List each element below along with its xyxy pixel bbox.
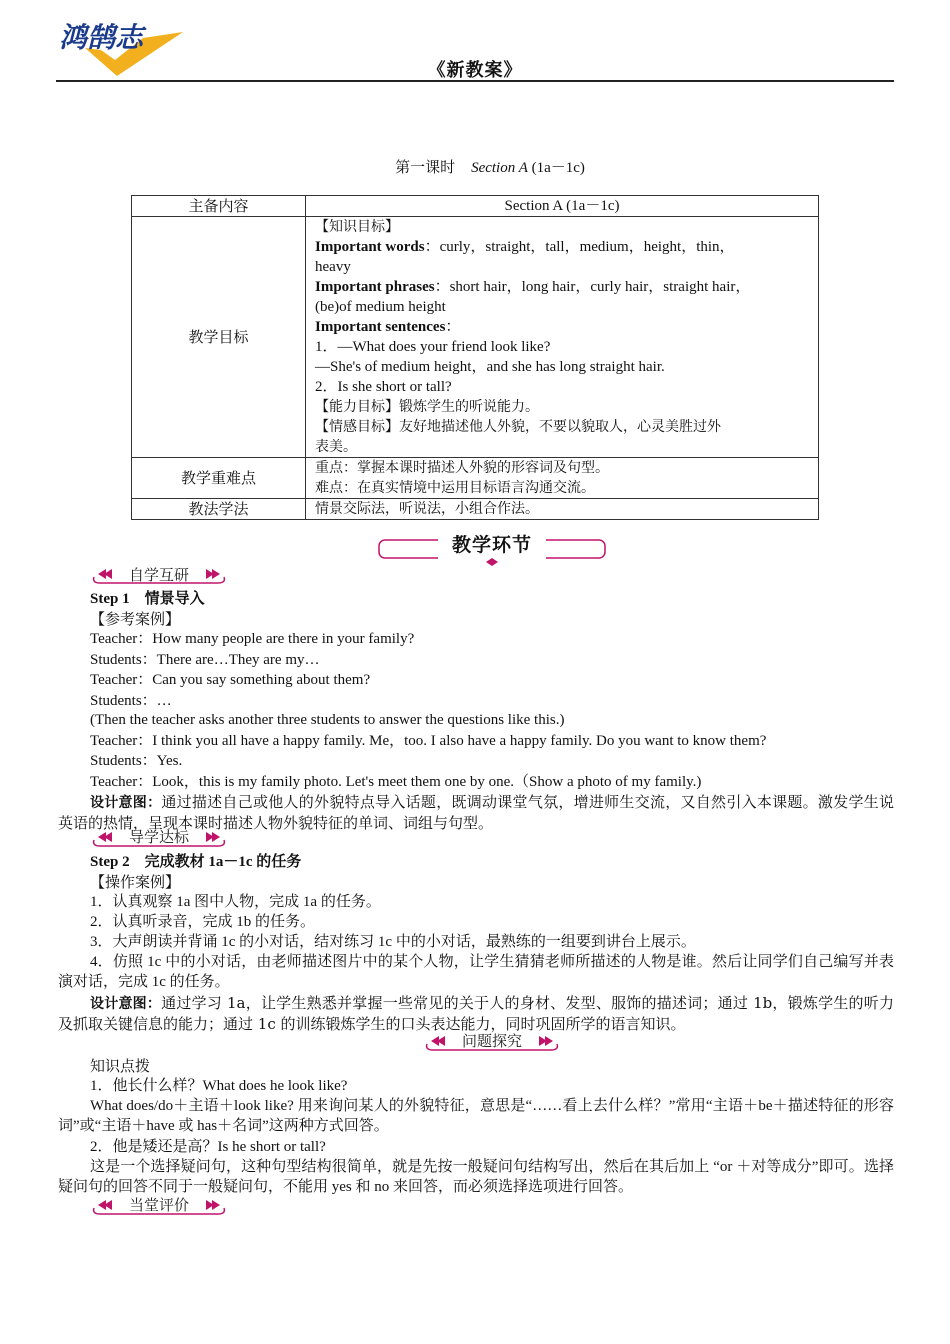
knowledge-para-2: 这是一个选择疑问句，这种句型结构很简单，就是先按一般疑问句结构写出，然后在其后加上 “or ＋对等成分”即可。选择疑问句的回答不同于一般疑问句，不能用 yes 和 no 来回答，而必须选择选项进行回答。 <box>58 1159 894 1195</box>
emotion-text: 友好地描述他人外貌，不要以貌取人，心灵美胜过外 <box>399 419 721 435</box>
knowledge-item-1: 1．他长什么样？What does he look like? <box>90 1078 348 1094</box>
step2-case: 【操作案例】 <box>90 873 181 891</box>
task-line: 2．认真听录音，完成 1b 的任务。 <box>90 914 316 930</box>
ability-text: 锻炼学生的听说能力。 <box>399 399 539 415</box>
book-title: 《新教案》 <box>427 60 523 80</box>
logo-text: 鸿鹄志 <box>59 21 144 54</box>
design-text: 通过描述自己或他人的外貌特点导入话题，既调动课堂气氛，增进师生交流，又自然引入本课题。激发学生说英语的热情，呈现本课时描述人物外貌特征的单词、词组与句型。 <box>58 793 895 832</box>
table-row <box>132 499 819 520</box>
knowledge-para-1: What does/do＋主语＋look like? 用来询问某人的外貌特征，意思是“……看上去什么样？”常用“主语＋be＋描述特征的形容词”或“主语＋have 或 has＋名词”这两种方式回答。 <box>58 1098 894 1134</box>
step2-title <box>90 852 301 872</box>
tag-label: 导学达标 <box>128 828 189 846</box>
tag-label: 当堂评价 <box>128 1196 189 1214</box>
difficulty-tag: 难点： <box>315 480 357 496</box>
dialogue-line: Teacher：Look，this is my family photo. Let's meet them one by one.（Show a photo of my family.) <box>90 774 702 790</box>
step1-title-text: Step 1 情景导入 <box>90 591 205 607</box>
phrases-label: Important phrases <box>315 279 435 295</box>
objectives-cell <box>306 217 819 458</box>
table-label: 教法学法 <box>132 499 306 520</box>
key-text: 掌握本课时描述人外貌的形容词及句型。 <box>357 460 609 476</box>
sentence-2: 2．Is she short or tall? <box>315 379 452 395</box>
design-text: 通过学习 1a，让学生熟悉并掌握一些常见的关于人的身材、发型、服饰的描述词；通过 1b，锻炼学生的听力及抓取关键信息的能力；通过 1c 的训练锻炼学生的口头表达能力，同时巩固所学的语言知识。 <box>58 994 894 1033</box>
words-cont: heavy <box>315 259 351 275</box>
task-line: 3．大声朗读并背诵 1c 的小对话，结对练习 1c 中的小对话，最熟练的一组要到讲台上展示。 <box>90 934 696 950</box>
dialogue-line: Students：Yes. <box>90 753 183 769</box>
table-label: 教学重难点 <box>132 458 306 499</box>
words-label: Important words <box>315 239 425 255</box>
table-value: Section A (1a－1c) <box>306 196 819 217</box>
dialogue-line: Students：There are…They are my… <box>90 652 320 668</box>
banner-title: 教学环节 <box>451 534 532 556</box>
table-row <box>132 458 819 499</box>
design-label: 设计意图： <box>90 795 162 811</box>
emotion-tag: 【情感目标】 <box>315 419 399 435</box>
tag-label: 自学互研 <box>128 566 189 584</box>
task-line: 4．仿照 1c 中的小对话，由老师描述图片中的某个人物，让学生猜猜老师所描述的人物是谁。然后让同学们自己编写并表演对话，完成 1c 的任务。 <box>58 954 894 990</box>
sentence-1b: —She's of medium height，and she has long straight hair. <box>315 359 665 375</box>
difficulty-text: 在真实情境中运用目标语言沟通交流。 <box>357 480 595 496</box>
phrases-text: ：short hair，long hair，curly hair，straight hair， <box>434 279 751 295</box>
words-text: ：curly，straight，tall，medium，height，thin， <box>424 239 735 255</box>
sentences-label: Important sentences <box>315 319 446 335</box>
table-row <box>132 196 819 217</box>
lesson-title <box>0 156 950 177</box>
dialogue-line: Teacher：I think you all have a happy family. Me，too. I also have a happy family. Do you want to know them? <box>90 733 767 749</box>
emotion-cont: 表美。 <box>315 439 357 455</box>
key-points-cell <box>306 458 819 499</box>
knowledge-item-2: 2．他是矮还是高？Is he short or tall? <box>90 1139 326 1155</box>
step2-title-text: Step 2 完成教材 1a－1c 的任务 <box>90 854 302 870</box>
knowledge-tag: 【知识目标】 <box>315 219 399 235</box>
table-row <box>132 217 819 458</box>
lesson-section: Section A <box>471 160 528 176</box>
dialogue-line: Teacher：Can you say something about them? <box>90 672 371 688</box>
table-label: 主备内容 <box>132 196 306 217</box>
dialogue-line: Teacher：How many people are there in your family? <box>90 631 415 647</box>
design-label: 设计意图： <box>90 996 162 1012</box>
step1-case: 【参考案例】 <box>90 610 181 628</box>
ability-tag: 【能力目标】 <box>315 399 399 415</box>
lesson-period: 第一课时 <box>395 160 456 176</box>
sentences-colon: ： <box>445 319 461 335</box>
tag-label: 问题探究 <box>461 1032 522 1050</box>
key-tag: 重点： <box>315 460 357 476</box>
knowledge-title: 知识点拨 <box>90 1057 151 1075</box>
step1-title <box>90 589 205 609</box>
lesson-range: (1a－1c) <box>531 160 585 176</box>
dialogue-line: (Then the teacher asks another three students to answer the questions like this.) <box>90 712 565 728</box>
lesson-plan-table <box>131 195 819 520</box>
header-divider <box>56 80 894 82</box>
table-label: 教学目标 <box>132 217 306 458</box>
sentence-1: 1．—What does your friend look like? <box>315 339 551 355</box>
phrases-cont: (be)of medium height <box>315 299 446 315</box>
design-intent-2 <box>58 993 894 1034</box>
methods-cell: 情景交际法，听说法，小组合作法。 <box>306 499 819 520</box>
task-line: 1．认真观察 1a 图中人物，完成 1a 的任务。 <box>90 894 381 910</box>
dialogue-line: Students：… <box>90 693 172 709</box>
